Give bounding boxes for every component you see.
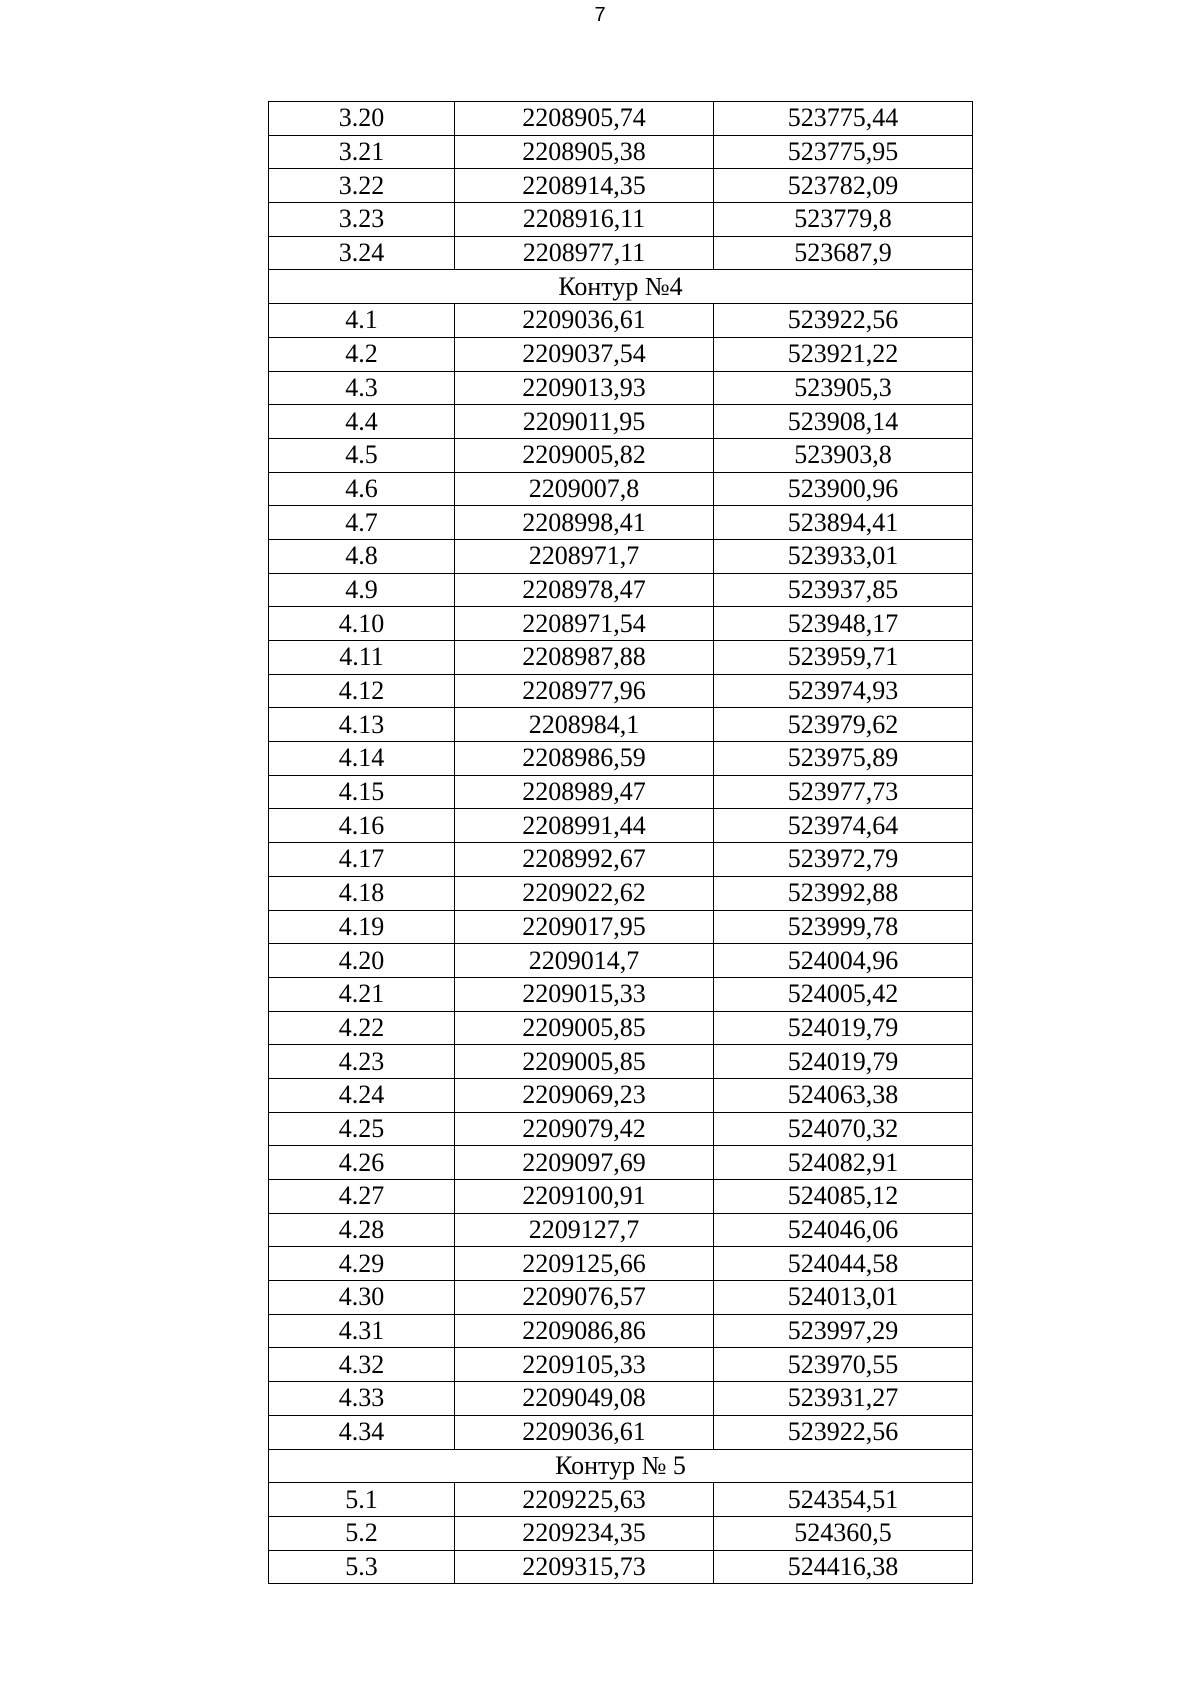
y-coordinate-cell: 523779,8 (714, 203, 973, 237)
y-coordinate-cell: 523922,56 (714, 304, 973, 338)
point-id-cell: 5.2 (269, 1516, 455, 1550)
point-id-cell: 4.2 (269, 337, 455, 371)
point-id-cell: 4.26 (269, 1146, 455, 1180)
y-coordinate-cell: 524354,51 (714, 1483, 973, 1517)
point-id-cell: 4.24 (269, 1078, 455, 1112)
y-coordinate-cell: 523974,93 (714, 674, 973, 708)
table-row (269, 304, 973, 338)
point-id-cell: 4.1 (269, 304, 455, 338)
x-coordinate-cell: 2209225,63 (455, 1483, 714, 1517)
x-coordinate-cell: 2209079,42 (455, 1112, 714, 1146)
x-coordinate-cell: 2209086,86 (455, 1314, 714, 1348)
point-id-cell: 4.9 (269, 573, 455, 607)
y-coordinate-cell: 523900,96 (714, 472, 973, 506)
point-id-cell: 4.7 (269, 506, 455, 540)
y-coordinate-cell: 524416,38 (714, 1550, 973, 1584)
point-id-cell: 4.3 (269, 371, 455, 405)
point-id-cell: 4.25 (269, 1112, 455, 1146)
x-coordinate-cell: 2209022,62 (455, 876, 714, 910)
point-id-cell: 4.8 (269, 539, 455, 573)
table-row (269, 1213, 973, 1247)
x-coordinate-cell: 2209005,82 (455, 438, 714, 472)
y-coordinate-cell: 524004,96 (714, 944, 973, 978)
x-coordinate-cell: 2209097,69 (455, 1146, 714, 1180)
point-id-cell: 4.21 (269, 977, 455, 1011)
y-coordinate-cell: 523908,14 (714, 405, 973, 439)
y-coordinate-cell: 523894,41 (714, 506, 973, 540)
table-row (269, 371, 973, 405)
y-coordinate-cell: 523903,8 (714, 438, 973, 472)
table-row (269, 438, 973, 472)
x-coordinate-cell: 2208984,1 (455, 708, 714, 742)
x-coordinate-cell: 2208905,74 (455, 102, 714, 136)
x-coordinate-cell: 2209005,85 (455, 1045, 714, 1079)
x-coordinate-cell: 2209014,7 (455, 944, 714, 978)
x-coordinate-cell: 2209069,23 (455, 1078, 714, 1112)
y-coordinate-cell: 523922,56 (714, 1415, 973, 1449)
point-id-cell: 3.21 (269, 135, 455, 169)
y-coordinate-cell: 523972,79 (714, 843, 973, 877)
y-coordinate-cell: 523970,55 (714, 1348, 973, 1382)
y-coordinate-cell: 523999,78 (714, 910, 973, 944)
table-row (269, 102, 973, 136)
point-id-cell: 4.31 (269, 1314, 455, 1348)
contour-header: Контур №4 (269, 270, 973, 304)
table-row (269, 405, 973, 439)
table-row (269, 1146, 973, 1180)
x-coordinate-cell: 2209125,66 (455, 1247, 714, 1281)
y-coordinate-cell: 524019,79 (714, 1045, 973, 1079)
y-coordinate-cell: 523979,62 (714, 708, 973, 742)
x-coordinate-cell: 2208971,7 (455, 539, 714, 573)
y-coordinate-cell: 523782,09 (714, 169, 973, 203)
y-coordinate-cell: 523948,17 (714, 607, 973, 641)
table-row (269, 1078, 973, 1112)
y-coordinate-cell: 523775,95 (714, 135, 973, 169)
y-coordinate-cell: 523974,64 (714, 809, 973, 843)
point-id-cell: 5.3 (269, 1550, 455, 1584)
x-coordinate-cell: 2208998,41 (455, 506, 714, 540)
table-row (269, 944, 973, 978)
y-coordinate-cell: 523992,88 (714, 876, 973, 910)
table-row (269, 607, 973, 641)
point-id-cell: 4.12 (269, 674, 455, 708)
y-coordinate-cell: 524013,01 (714, 1281, 973, 1315)
x-coordinate-cell: 2209036,61 (455, 304, 714, 338)
table-row (269, 1011, 973, 1045)
x-coordinate-cell: 2208978,47 (455, 573, 714, 607)
contour-header-row (269, 1449, 973, 1483)
point-id-cell: 4.17 (269, 843, 455, 877)
point-id-cell: 4.23 (269, 1045, 455, 1079)
coordinates-table (268, 101, 973, 1584)
x-coordinate-cell: 2209005,85 (455, 1011, 714, 1045)
y-coordinate-cell: 523997,29 (714, 1314, 973, 1348)
y-coordinate-cell: 523931,27 (714, 1382, 973, 1416)
table-row (269, 573, 973, 607)
page-number: 7 (594, 4, 606, 26)
table-row (269, 1348, 973, 1382)
table-row (269, 169, 973, 203)
table-row (269, 1382, 973, 1416)
y-coordinate-cell: 523959,71 (714, 641, 973, 675)
y-coordinate-cell: 523775,44 (714, 102, 973, 136)
x-coordinate-cell: 2208905,38 (455, 135, 714, 169)
coordinates-table-body (269, 102, 973, 1584)
x-coordinate-cell: 2208916,11 (455, 203, 714, 237)
x-coordinate-cell: 2209017,95 (455, 910, 714, 944)
x-coordinate-cell: 2209015,33 (455, 977, 714, 1011)
point-id-cell: 4.33 (269, 1382, 455, 1416)
x-coordinate-cell: 2208986,59 (455, 742, 714, 776)
table-row (269, 1112, 973, 1146)
x-coordinate-cell: 2209013,93 (455, 371, 714, 405)
x-coordinate-cell: 2209234,35 (455, 1516, 714, 1550)
table-row (269, 1180, 973, 1214)
table-row (269, 1415, 973, 1449)
y-coordinate-cell: 524005,42 (714, 977, 973, 1011)
table-row (269, 910, 973, 944)
point-id-cell: 5.1 (269, 1483, 455, 1517)
table-row (269, 203, 973, 237)
x-coordinate-cell: 2208914,35 (455, 169, 714, 203)
table-row (269, 1247, 973, 1281)
y-coordinate-cell: 524063,38 (714, 1078, 973, 1112)
x-coordinate-cell: 2209315,73 (455, 1550, 714, 1584)
point-id-cell: 4.15 (269, 775, 455, 809)
y-coordinate-cell: 523933,01 (714, 539, 973, 573)
table-row (269, 1483, 973, 1517)
x-coordinate-cell: 2209036,61 (455, 1415, 714, 1449)
table-row (269, 1281, 973, 1315)
x-coordinate-cell: 2209105,33 (455, 1348, 714, 1382)
x-coordinate-cell: 2209007,8 (455, 472, 714, 506)
contour-header: Контур № 5 (269, 1449, 973, 1483)
table-row (269, 977, 973, 1011)
y-coordinate-cell: 524070,32 (714, 1112, 973, 1146)
y-coordinate-cell: 524019,79 (714, 1011, 973, 1045)
table-row (269, 1516, 973, 1550)
point-id-cell: 4.11 (269, 641, 455, 675)
point-id-cell: 4.14 (269, 742, 455, 776)
x-coordinate-cell: 2209127,7 (455, 1213, 714, 1247)
point-id-cell: 4.18 (269, 876, 455, 910)
point-id-cell: 4.5 (269, 438, 455, 472)
x-coordinate-cell: 2208992,67 (455, 843, 714, 877)
table-row (269, 674, 973, 708)
point-id-cell: 4.34 (269, 1415, 455, 1449)
point-id-cell: 3.20 (269, 102, 455, 136)
point-id-cell: 3.24 (269, 236, 455, 270)
point-id-cell: 4.29 (269, 1247, 455, 1281)
x-coordinate-cell: 2208991,44 (455, 809, 714, 843)
y-coordinate-cell: 523937,85 (714, 573, 973, 607)
y-coordinate-cell: 523921,22 (714, 337, 973, 371)
table-row (269, 843, 973, 877)
table-row (269, 1045, 973, 1079)
point-id-cell: 4.30 (269, 1281, 455, 1315)
y-coordinate-cell: 523905,3 (714, 371, 973, 405)
table-row (269, 236, 973, 270)
x-coordinate-cell: 2208989,47 (455, 775, 714, 809)
point-id-cell: 4.19 (269, 910, 455, 944)
point-id-cell: 4.6 (269, 472, 455, 506)
point-id-cell: 3.23 (269, 203, 455, 237)
y-coordinate-cell: 523977,73 (714, 775, 973, 809)
y-coordinate-cell: 524082,91 (714, 1146, 973, 1180)
table-row (269, 506, 973, 540)
point-id-cell: 4.20 (269, 944, 455, 978)
point-id-cell: 4.32 (269, 1348, 455, 1382)
x-coordinate-cell: 2208987,88 (455, 641, 714, 675)
table-row (269, 876, 973, 910)
x-coordinate-cell: 2208977,96 (455, 674, 714, 708)
table-row (269, 337, 973, 371)
y-coordinate-cell: 523975,89 (714, 742, 973, 776)
contour-header-row (269, 270, 973, 304)
y-coordinate-cell: 524044,58 (714, 1247, 973, 1281)
table-row (269, 1314, 973, 1348)
point-id-cell: 4.13 (269, 708, 455, 742)
table-row (269, 539, 973, 573)
table-row (269, 775, 973, 809)
table-row (269, 135, 973, 169)
x-coordinate-cell: 2208977,11 (455, 236, 714, 270)
x-coordinate-cell: 2209037,54 (455, 337, 714, 371)
y-coordinate-cell: 523687,9 (714, 236, 973, 270)
x-coordinate-cell: 2209011,95 (455, 405, 714, 439)
y-coordinate-cell: 524360,5 (714, 1516, 973, 1550)
table-row (269, 472, 973, 506)
table-row (269, 809, 973, 843)
table-row (269, 708, 973, 742)
x-coordinate-cell: 2209049,08 (455, 1382, 714, 1416)
point-id-cell: 4.27 (269, 1180, 455, 1214)
x-coordinate-cell: 2209076,57 (455, 1281, 714, 1315)
point-id-cell: 4.16 (269, 809, 455, 843)
table-row (269, 1550, 973, 1584)
point-id-cell: 4.28 (269, 1213, 455, 1247)
table-row (269, 742, 973, 776)
point-id-cell: 3.22 (269, 169, 455, 203)
x-coordinate-cell: 2208971,54 (455, 607, 714, 641)
table-row (269, 641, 973, 675)
x-coordinate-cell: 2209100,91 (455, 1180, 714, 1214)
y-coordinate-cell: 524046,06 (714, 1213, 973, 1247)
point-id-cell: 4.22 (269, 1011, 455, 1045)
point-id-cell: 4.10 (269, 607, 455, 641)
point-id-cell: 4.4 (269, 405, 455, 439)
y-coordinate-cell: 524085,12 (714, 1180, 973, 1214)
